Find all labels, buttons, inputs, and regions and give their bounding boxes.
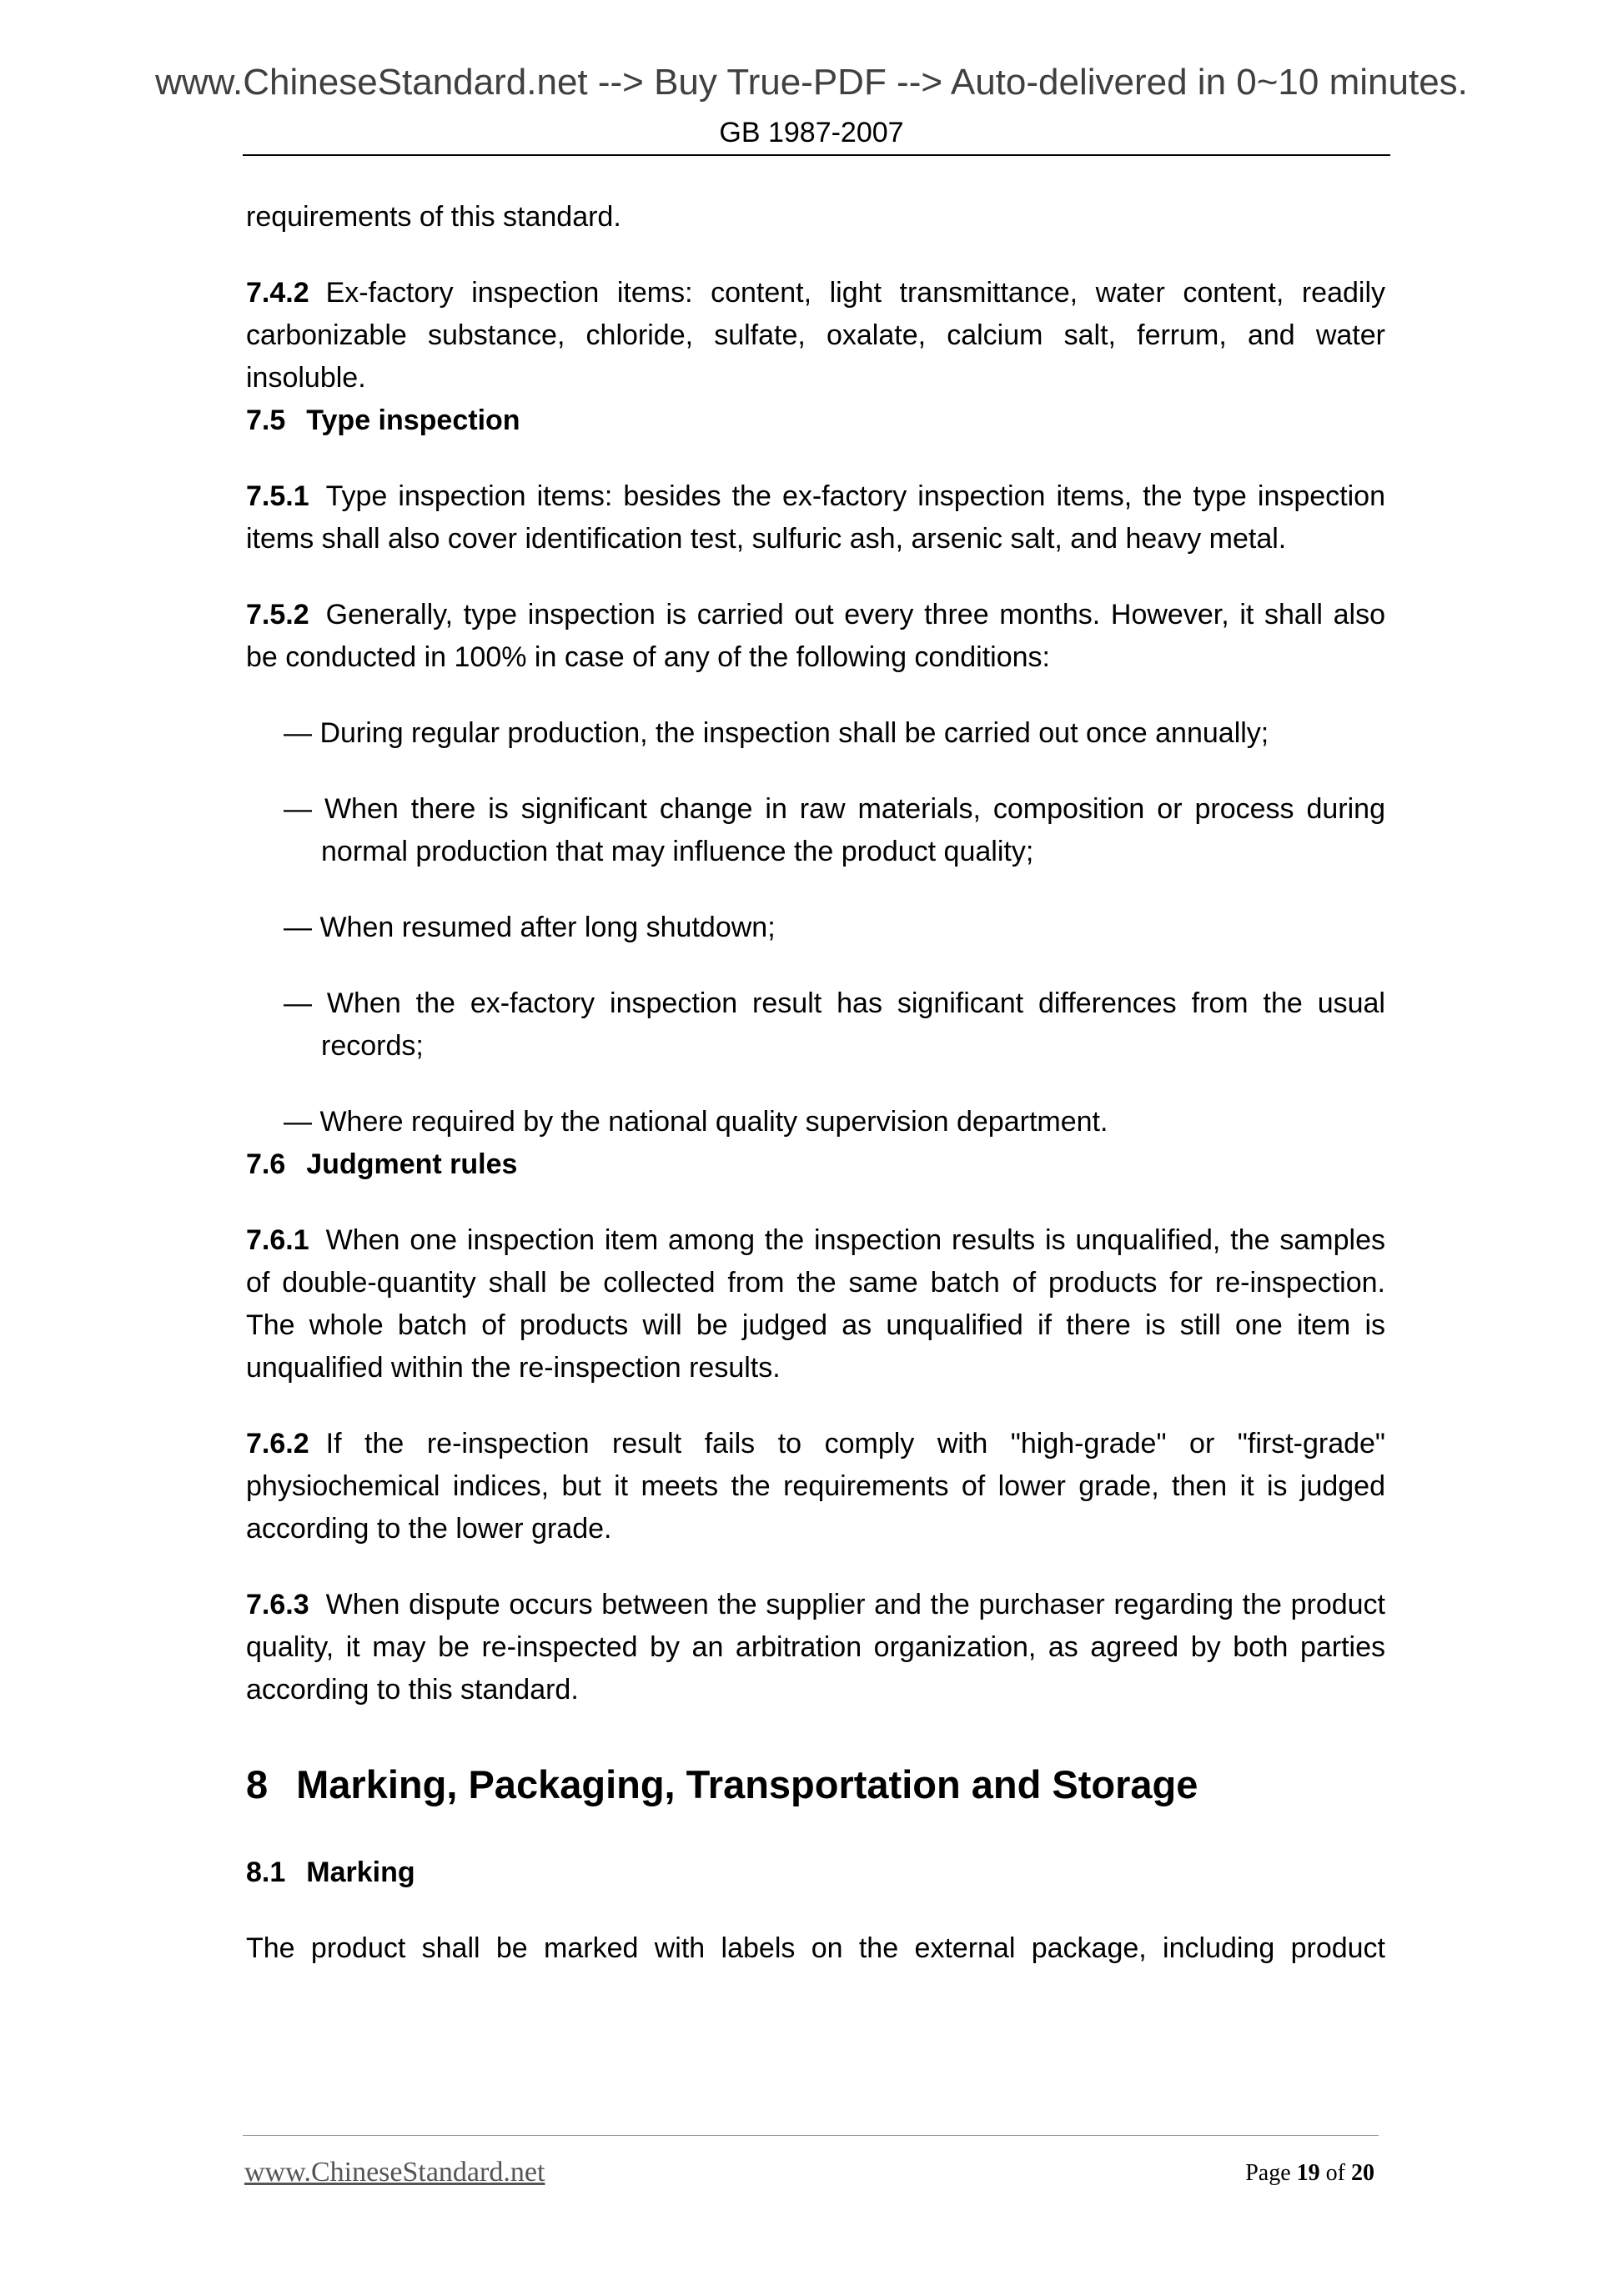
- clause-number: 7.6.1: [246, 1224, 309, 1256]
- clause-7-4-2: [246, 272, 1385, 399]
- page-indicator: [1245, 2160, 1374, 2187]
- section-title: Marking: [306, 1856, 415, 1888]
- chapter-number: 8: [246, 1762, 269, 1806]
- chapter-title: Marking, Packaging, Transportation and Storage: [296, 1762, 1198, 1806]
- section-heading-7-5: [246, 399, 1385, 442]
- clause-7-5-1: [246, 475, 1385, 560]
- page-of: of: [1325, 2160, 1345, 2186]
- condition-item: — During regular production, the inspection shall be carried out once annually;: [284, 717, 1269, 749]
- section-heading-8-1: [246, 1851, 1385, 1894]
- clause-text: Generally, type inspection is carried out every three months. However, it shall also be conducted in 100% in case of any of the following conditions:: [246, 599, 1385, 673]
- clause-number: 7.4.2: [246, 277, 309, 309]
- condition-item: — When the ex-factory inspection result has significant differences from the usual records;: [284, 987, 1385, 1062]
- section-number: 8.1: [246, 1856, 286, 1888]
- clause-number: 7.5.2: [246, 599, 309, 631]
- section-title: Judgment rules: [306, 1148, 518, 1180]
- condition-item: — When resumed after long shutdown;: [284, 912, 776, 943]
- clause-7-6-3: [246, 1584, 1385, 1711]
- condition-item: — Where required by the national quality supervision department.: [284, 1106, 1108, 1138]
- page-label: Page: [1245, 2160, 1291, 2186]
- clause-7-5-2: [246, 594, 1385, 679]
- clause-number: 7.6.2: [246, 1428, 309, 1459]
- clause-number: 7.5.1: [246, 480, 309, 512]
- document-body: [246, 196, 1385, 1970]
- footer-site-link[interactable]: www.ChineseStandard.net: [244, 2157, 545, 2188]
- paragraph-continuation: requirements of this standard.: [246, 201, 621, 233]
- section-number: 7.5: [246, 404, 286, 436]
- page-total: 20: [1351, 2160, 1374, 2186]
- clause-text: When one inspection item among the inspection results is unqualified, the samples of double-quantity shall be collected from the same batch of products for re-inspection. The whole batch of products will be judged as unqualified if there is still one item is unqualified within the re-inspection results.: [246, 1224, 1385, 1384]
- standard-code: GB 1987-2007: [719, 117, 904, 148]
- top-banner[interactable]: www.ChineseStandard.net --> Buy True-PDF --> Auto-delivered in 0~10 minutes.: [155, 62, 1468, 103]
- clause-number: 7.6.3: [246, 1589, 309, 1620]
- condition-item: — When there is significant change in raw materials, composition or process during normal production that may influence the product quality;: [284, 793, 1385, 867]
- section-heading-7-6: [246, 1143, 1385, 1186]
- header-divider: [243, 154, 1390, 156]
- section-title: Type inspection: [306, 404, 520, 436]
- chapter-heading-8: [246, 1760, 1385, 1810]
- section-number: 7.6: [246, 1148, 286, 1180]
- footer-divider: [243, 2135, 1379, 2136]
- clause-text: Type inspection items: besides the ex-factory inspection items, the type inspection items shall also cover identification test, sulfuric ash, arsenic salt, and heavy metal.: [246, 480, 1385, 555]
- paragraph-8-1: The product shall be marked with labels on the external package, including product: [246, 1932, 1385, 1964]
- clause-text: If the re-inspection result fails to comply with "high-grade" or "first-grade" physiochemical indices, but it meets the requirements of lower grade, then it is judged according to the lower grade.: [246, 1428, 1385, 1545]
- clause-text: Ex-factory inspection items: content, light transmittance, water content, readily carbonizable substance, chloride, sulfate, oxalate, calcium salt, ferrum, and water insoluble.: [246, 277, 1385, 394]
- clause-text: When dispute occurs between the supplier and the purchaser regarding the product quality, it may be re-inspected by an arbitration organization, as agreed by both parties according to this standard.: [246, 1589, 1385, 1706]
- page-current: 19: [1296, 2160, 1320, 2186]
- clause-7-6-2: [246, 1423, 1385, 1550]
- clause-7-6-1: [246, 1219, 1385, 1389]
